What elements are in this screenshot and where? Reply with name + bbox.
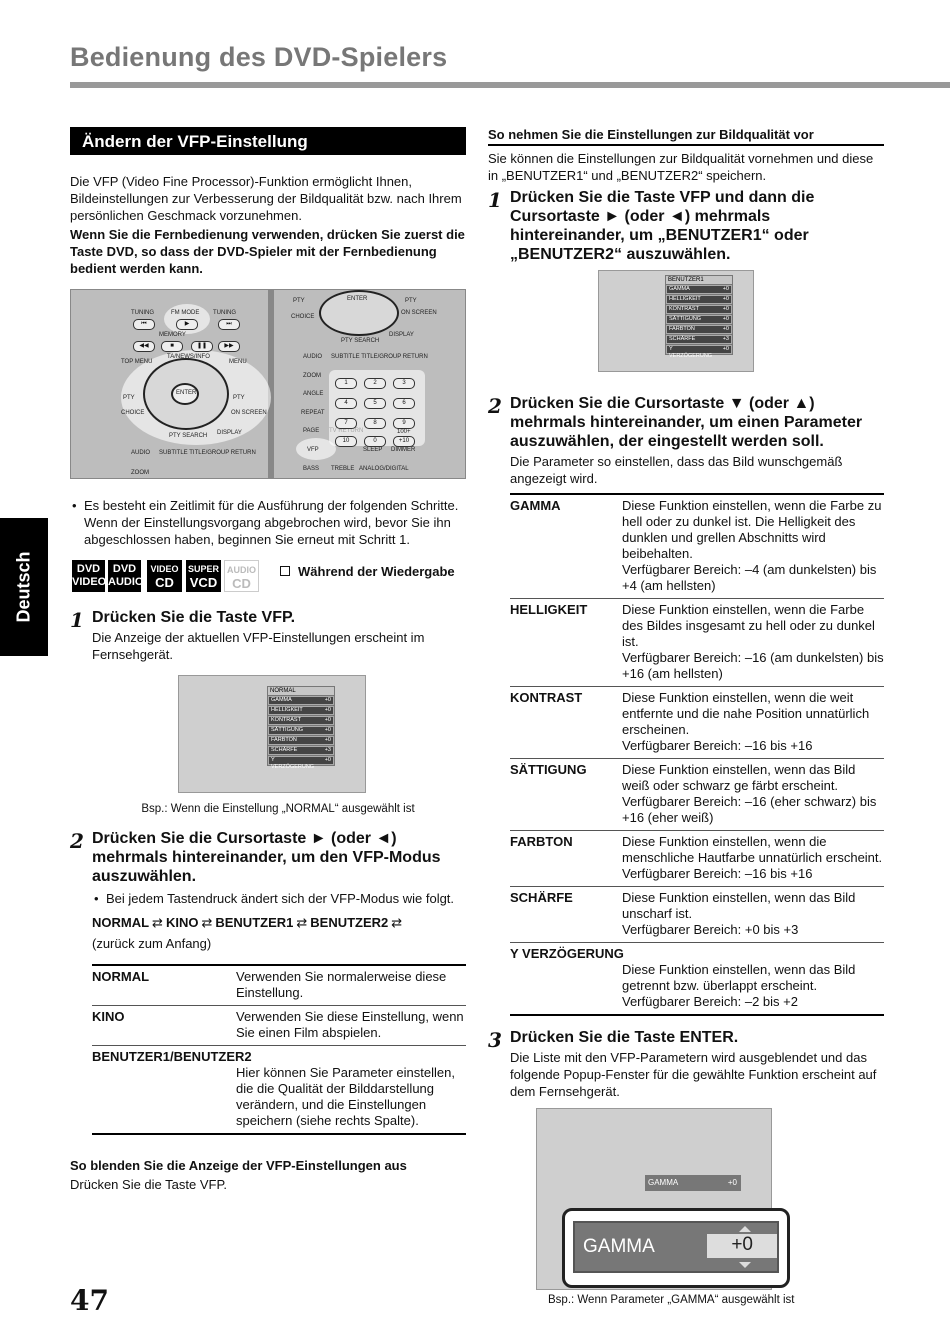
intro-text: Die VFP (Video Fine Processor)-Funktion ermöglicht Ihnen, Bildeinstellungen zur Verbesserung der Bildqualität bzw. nach Ihrem persönlichen Geschmack vorzunehmen. [70,174,462,223]
parameter-table [510,493,884,1016]
right-subheading: So nehmen Sie die Einstellungen zur Bildqualität vor [488,127,884,146]
table-row: BENUTZER1/BENUTZER2 Hier können Sie Parameter einstellen, die die Qualität der Bilddarstellung verändern, und die Einstellungen speichern (siehe rechts Spalte). [92,1046,466,1135]
language-tab-label: Deutsch [13,551,34,623]
vfp-osd: NORMAL GAMMA +0 HELLIGKEIT +0 KONTRAST +0 SÄTTIGUNG +0 FARBTON +0 SCHÄRFE +3 Y VERZÖGERUNG +0 [267,686,335,766]
popup-zoom: GAMMA +0 [562,1208,790,1288]
tv-screen-user [598,270,754,372]
header-rule [70,82,950,88]
video-cd-logo: VIDEO CD [147,560,182,592]
table-row: Y VERZÖGERUNG Diese Funktion einstellen, wenn das Bild getrennt bzw. überlappt erscheint. Verfügbarer Bereich: –2 bis +2 [510,943,884,1016]
table-row: KONTRAST Diese Funktion einstellen, wenn die weit entfernte und die nahe Position unnatürlich erscheinen. Verfügbarer Bereich: –16 bis +16 [510,687,884,759]
step-2: 2 Drücken Sie die Cursortaste ► (oder ◄) mehrmals hintereinander, um den VFP-Modus auszuwählen. • Bei jedem Tastendruck ändert sich der VFP-Modus wie folgt. NORMAL ⇄ KINO ⇄ BENUTZER1 ⇄ BENUTZER2 ⇄ (zurück zum Anfang) NORMAL Verwenden Sie normalerweise diese Einstellung. KINO Verwenden Sie diese Einstellung, wenn Sie einen Film abspielen. BENUTZER1/BENUTZER2 Hier können Sie Parameter einstellen, die die Qualität der Bilddarstellung verändern, und die Einstellungen speichern (siehe rechts Spalte). [70,829,466,1135]
table-row: FARBTON Diese Funktion einstellen, wenn die menschliche Hautfarbe unnatürlich erscheint. Verfügbarer Bereich: –16 bis +16 [510,831,884,887]
dvd-video-logo: DVD VIDEO [72,560,105,592]
page-number: 47 [70,1284,109,1317]
table-row: NORMAL Verwenden Sie normalerweise diese Einstellung. [92,965,466,1006]
caption-normal: Bsp.: Wenn die Einstellung „NORMAL“ ausgewählt ist [141,803,415,815]
tv-screen-normal [178,675,366,793]
arrow-down-icon [739,1262,751,1268]
step-1-title: Drücken Sie die Taste VFP. [92,609,296,626]
page-title: Bedienung des DVD-Spielers [70,42,448,72]
section-heading: Ändern der VFP-Einstellung [70,127,466,155]
language-tab [0,518,48,656]
right-intro: Sie können die Einstellungen zur Bildqualität vornehmen und diese in „BENUTZER1“ und „BENUTZER2“ speichern. [488,151,874,183]
arrow-up-icon [739,1226,751,1232]
right-step-3: 3 Drücken Sie die Taste ENTER. Die Liste mit den VFP-Parametern wird ausgeblendet und das folgende Popup-Fenster für die gewählte Funktion erscheint auf dem Fernsehgerät. [488,1028,877,1099]
right-column [488,127,884,1100]
popup-small: GAMMA +0 [645,1175,741,1191]
table-row: HELLIGKEIT Diese Funktion einstellen, wenn die Farbe des Bildes insgesamt zu hell oder zu dunkel ist. Verfügbarer Bereich: –16 (am dunkelsten) bis +16 (am hellsten) [510,599,884,687]
mode-cycle: NORMAL ⇄ KINO ⇄ BENUTZER1 ⇄ BENUTZER2 ⇄ [92,915,403,930]
hide-text: Drücken Sie die Taste VFP. [70,1177,228,1192]
remote-control-illustration: ENTER TUNING FM MODE TUNING ⏮ ▶ ⏭ MEMORY ◀◀ ■ ❚❚ ▶▶ TOP MENU TA/NEWS/INFO MENU PTY PTY CHOICE ON SCREEN PTY SEARCH DISPLAY AUDIO SUBTITLE TITLE/GROUP RETURN ZOOM ENTER PTY PTY CHOICE ON SCREEN PTY SEARCH DISPLAY AUDIO SUBTITLE TITLE/GROUP RETURN ZOOM ANGLE REPEAT PAGE VFP SLEEP DIMMER BASS TREBLE ANALOG/DIGITAL 1 2 3 4 5 6 7 8 9 10 0 +10 100+ [70,289,466,479]
right-step-2: 2 Drücken Sie die Cursortaste ▼ (oder ▲) mehrmals hintereinander, um einen Parameter auszuwählen, der eingestellt werden soll. Die Parameter so einstellen, dass das Bild wunschgemäß angezeigt wird. [488,394,863,486]
table-row: SCHÄRFE Diese Funktion einstellen, wenn das Bild unscharf ist. Verfügbarer Bereich: +0 bis +3 [510,887,884,943]
table-row: KINO Verwenden Sie diese Einstellung, wenn Sie einen Film abspielen. [92,1006,466,1046]
audio-cd-logo: AUDIO CD [224,560,259,592]
step-1-text: Die Anzeige der aktuellen VFP-Einstellungen erscheint im Fernsehgerät. [92,630,425,662]
super-vcd-logo: SUPER VCD [186,560,221,592]
caption-gamma: Bsp.: Wenn Parameter „GAMMA“ ausgewählt ist [548,1294,795,1306]
table-row: GAMMA Diese Funktion einstellen, wenn die Farbe zu hell oder zu dunkel ist. Die Helligkeit des dunklen und grellen Abschnitts wird beibehalten. Verfügbarer Bereich: –4 (am dunkelsten) bis +4 (am hellsten) [510,494,884,599]
dvd-audio-logo: DVD AUDIO [108,560,141,592]
step-2-bullet: • Bei jedem Tastendruck ändert sich der VFP-Modus wie folgt. [92,890,466,907]
hide-title: So blenden Sie die Anzeige der VFP-Einstellungen aus [70,1158,407,1173]
left-column [70,127,466,1193]
table-row: SÄTTIGUNG Diese Funktion einstellen, wenn das Bild weiß oder schwarz ge färbt erscheint. Verfügbarer Bereich: –16 (eher schwarz) bis +16 (eher weiß) [510,759,884,831]
step-1: 1 Drücken Sie die Taste VFP. Die Anzeige der aktuellen VFP-Einstellungen erscheint im Fernsehgerät. [70,608,466,663]
vfp-osd-user: BENUTZER1 GAMMA +0 HELLIGKEIT +0 KONTRAST +0 SÄTTIGUNG +0 FARBTON +0 SCHÄRFE +3 Y VERZÖGERUNG +0 [665,275,733,355]
disc-logos [70,560,466,600]
mode-table [92,964,466,1135]
playback-label: Während der Wiedergabe [280,564,455,579]
step-2-title: Drücken Sie die Cursortaste ► (oder ◄) mehrmals hintereinander, um den VFP-Modus auszuwählen. [92,830,441,885]
time-limit-note: • Es besteht ein Zeitlimit für die Ausführung der folgenden Schritte. Wenn der Einstellungsvorgang abgebrochen wird, bevor Sie ihn abgeschlossen haben, beginnen Sie erneut mit Schritt 1. [70,497,466,548]
intro-bold-text: Wenn Sie die Fernbedienung verwenden, drücken Sie zuerst die Taste DVD, so dass der DVD-Spieler mit der Fernbedienung bedient werden kann. [70,227,465,276]
right-step-1: 1 Drücken Sie die Taste VFP und dann die Cursortaste ► (oder ◄) mehrmals hintereinander, um „BENUTZER1“ oder „BENUTZER2“ auszuwählen. [488,188,815,263]
